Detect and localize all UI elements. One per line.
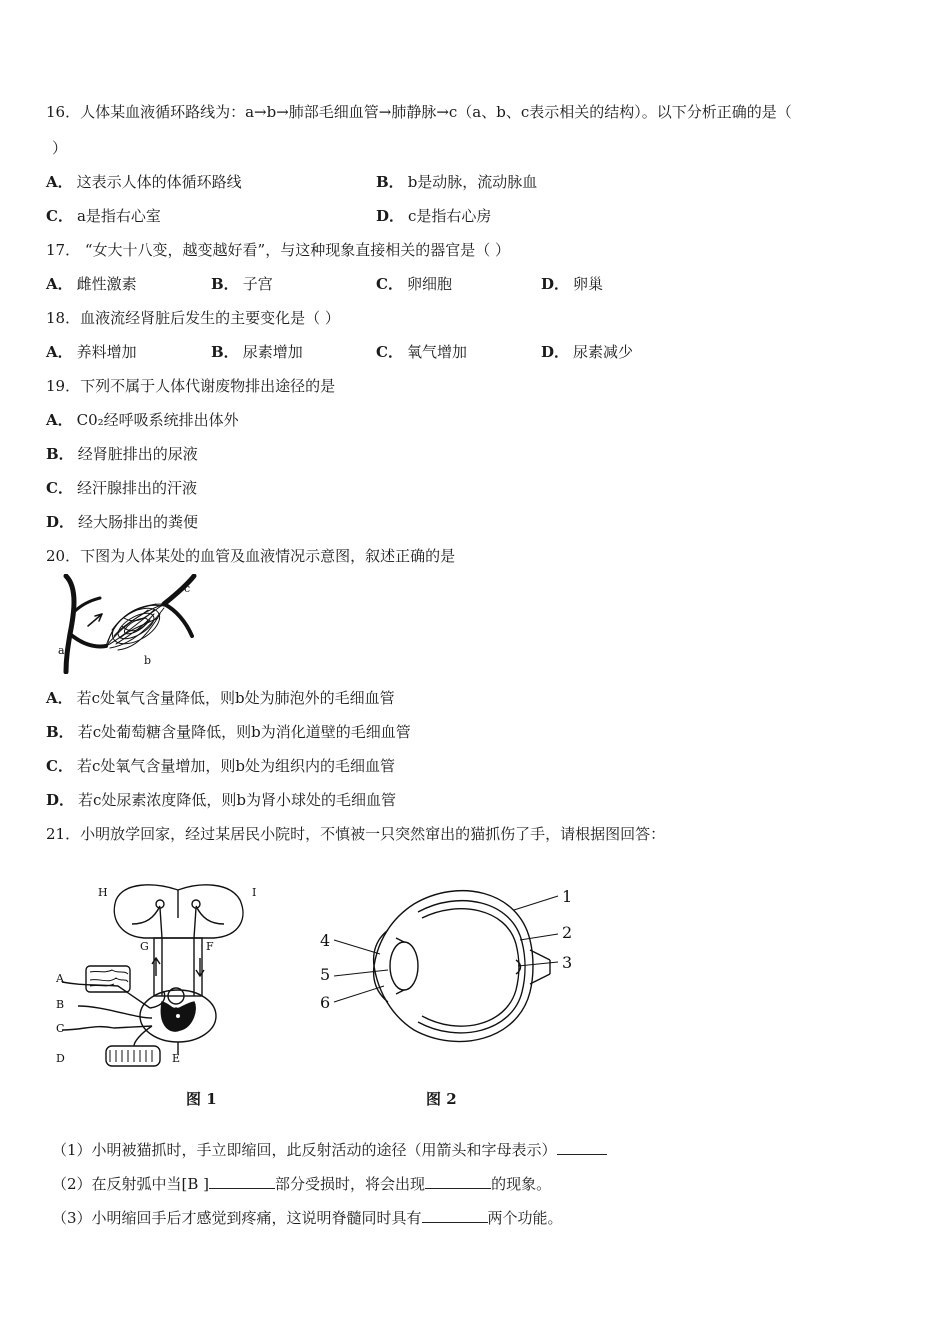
reflex-arc-diagram — [54, 878, 304, 1078]
q18-option-a: A． 养料增加 — [46, 343, 137, 361]
q20-option-a: A． 若c处氧气含量降低，则b处为肺泡外的毛细血管 — [46, 689, 395, 707]
q16-option-d: D． c是指右心房 — [376, 207, 492, 225]
fig1-label-d: D — [56, 1052, 65, 1065]
fig1-label-e: E — [172, 1052, 181, 1065]
answer-blank-2[interactable] — [209, 1174, 275, 1189]
q18-option-d: D． 尿素减少 — [541, 343, 634, 361]
q21-sub1: （1）小明被猫抓时，手立即缩回，此反射活动的途径（用箭头和字母表示） — [52, 1140, 607, 1160]
fig1-label-i: I — [252, 886, 257, 899]
q20-stem: 20．下图为人体某处的血管及血液情况示意图，叙述正确的是 — [46, 547, 456, 565]
q16-option-a: A． 这表示人体的体循环路线 — [46, 173, 242, 191]
q17-option-a: A． 雌性激素 — [46, 275, 137, 293]
q17-option-d: D． 卵巢 — [541, 275, 604, 293]
fig1-label-f: F — [206, 940, 214, 953]
q17-option-b: B． 子宫 — [211, 275, 273, 293]
fig2-label-1: 1 — [562, 887, 573, 906]
figure1-caption: 图 1 — [186, 1090, 217, 1108]
fig1-label-a: A — [56, 972, 64, 985]
q16-option-c: C． a是指右心室 — [46, 207, 161, 225]
q19-option-b: B． 经肾脏排出的尿液 — [46, 445, 198, 463]
q18-option-c: C． 氧气增加 — [376, 343, 467, 361]
fig2-label-2: 2 — [562, 923, 573, 942]
q19-option-c: C． 经汗腺排出的汗液 — [46, 479, 197, 497]
q16-stem: 16．人体某血液循环路线为：a→b→肺部毛细血管→肺静脉→c（a、b、c表示相关的结构）。以下分析正确的是（ — [46, 103, 792, 121]
q16-stem-end: ） — [52, 139, 68, 157]
q20-option-c: C． 若c处氧气含量增加，则b处为组织内的毛细血管 — [46, 757, 395, 775]
q19-stem: 19．下列不属于人体代谢废物排出途径的是 — [46, 377, 336, 395]
q18-stem: 18．血液流经肾脏后发生的主要变化是（ ） — [46, 309, 340, 327]
fig2-label-5: 5 — [320, 965, 331, 984]
label-a: a — [58, 644, 65, 657]
q18-option-b: B． 尿素增加 — [211, 343, 303, 361]
label-c: c — [184, 582, 191, 595]
blood-vessel-diagram — [44, 574, 200, 674]
q21-sub3: （3）小明缩回手后才感觉到疼痛，这说明脊髓同时具有 两个功能。 — [52, 1209, 563, 1227]
fig1-label-h: H — [98, 886, 108, 899]
q20-option-d: D． 若c处尿素浓度降低，则b为肾小球处的毛细血管 — [46, 791, 397, 809]
answer-blank-3[interactable] — [425, 1174, 491, 1189]
fig2-label-4: 4 — [320, 931, 331, 950]
fig2-label-3: 3 — [562, 953, 573, 972]
q21-stem: 21．小明放学回家，经过某居民小院时，不慎被一只突然窜出的猫抓伤了手，请根据图回答： — [46, 825, 666, 843]
q20-option-b: B． 若c处葡萄糖含量降低，则b为消化道壁的毛细血管 — [46, 723, 411, 741]
q21-sub2: （2）在反射弧中当[B ] 部分受损时，将会出现 的现象。 — [52, 1175, 552, 1193]
q19-option-a: A． C0₂经呼吸系统排出体外 — [46, 411, 239, 429]
figure2-caption: 图 2 — [426, 1090, 457, 1108]
q16-option-b: B． b是动脉，流动脉血 — [376, 173, 538, 191]
fig2-label-6: 6 — [320, 993, 331, 1012]
fig1-label-c: C — [56, 1022, 65, 1035]
fig1-label-b: B — [56, 998, 65, 1011]
q17-stem: 17． “女大十八变，越变越好看”，与这种现象直接相关的器官是（ ） — [46, 241, 510, 259]
label-b: b — [144, 654, 152, 667]
fig1-label-g: G — [140, 940, 149, 953]
answer-blank-4[interactable] — [422, 1208, 488, 1223]
q19-option-d: D． 经大肠排出的粪便 — [46, 513, 199, 531]
q17-option-c: C． 卵细胞 — [376, 275, 452, 293]
answer-blank-1[interactable] — [557, 1140, 607, 1155]
eyeball-diagram — [318, 880, 578, 1060]
